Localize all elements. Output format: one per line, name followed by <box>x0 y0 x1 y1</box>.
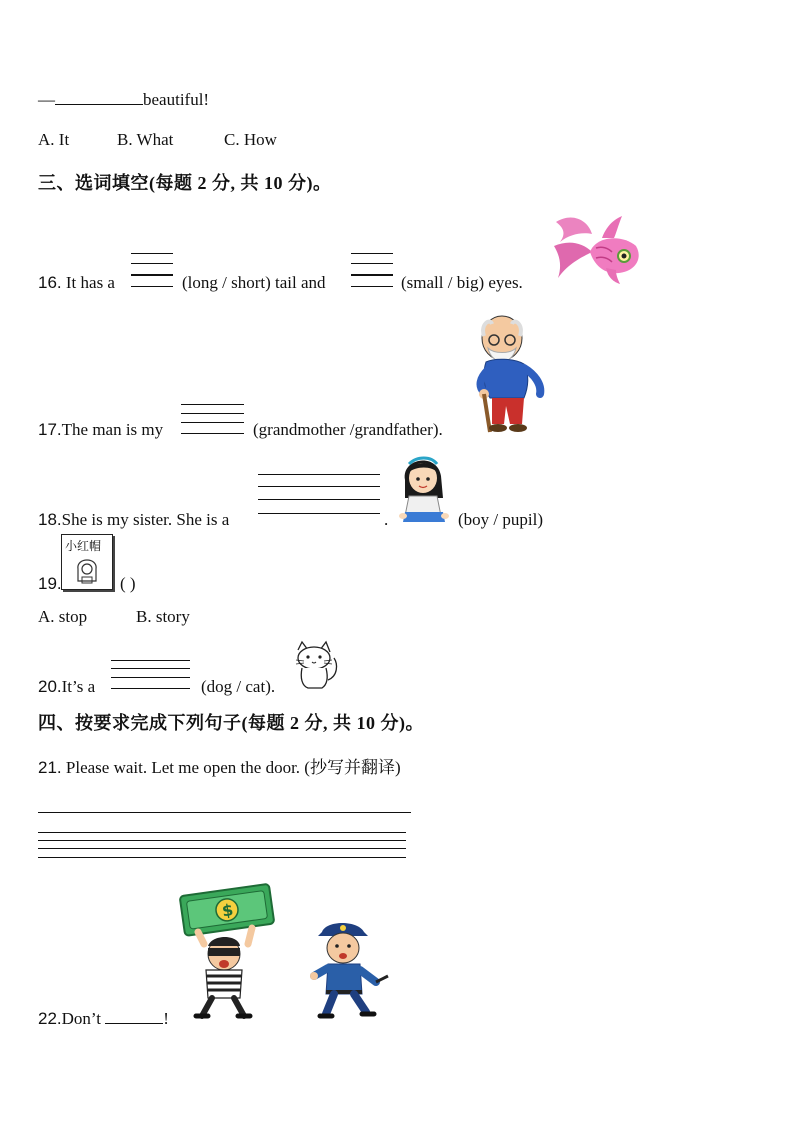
grandfather-image <box>470 314 548 436</box>
q18-choice: (boy / pupil) <box>458 510 543 529</box>
q16-number: 16. <box>38 273 62 292</box>
q17-choice: (grandmother /grandfather). <box>253 420 443 439</box>
q19-answer-paren[interactable]: ( ) <box>120 574 136 593</box>
q20-line <box>38 677 95 697</box>
q18-number: 18. <box>38 510 62 529</box>
policeman-image <box>312 918 390 1022</box>
q15-option-a: A. It <box>38 130 70 149</box>
q16-line <box>38 273 115 293</box>
robber-with-money-image <box>178 882 276 1022</box>
q15-dash: — <box>38 90 55 109</box>
q15-option-c: C. How <box>224 130 277 149</box>
book-cover-image <box>61 534 113 590</box>
q15-option-b: B. What <box>117 130 174 149</box>
q21-number: 21. <box>38 758 62 777</box>
q15-blank[interactable] <box>55 86 143 105</box>
q19-option-a: A. stop <box>38 607 88 626</box>
book-title: 小红帽 <box>65 539 102 553</box>
red-riding-hood-icon <box>74 555 100 585</box>
q19-option-b: B. story <box>136 607 190 626</box>
svg-text:$: $ <box>220 900 235 921</box>
cat-image <box>292 640 340 690</box>
section-4-title: 四、按要求完成下列句子(每题 2 分, 共 10 分)。 <box>38 713 424 733</box>
q18-period: . <box>384 510 389 529</box>
q16-text: It has a <box>65 273 115 292</box>
q15-suffix: beautiful! <box>143 90 210 109</box>
girl-image <box>397 452 451 526</box>
q17-line <box>38 420 163 440</box>
q22-number: 22. <box>38 1009 62 1028</box>
q17-number: 17. <box>38 420 62 439</box>
q20-text: It’s a <box>61 677 96 696</box>
q19-number: 19. <box>38 574 62 593</box>
section-3-title: 三、选词填空(每题 2 分, 共 10 分)。 <box>38 173 332 193</box>
q16-choice-1: (long / short) tail and <box>182 273 326 292</box>
q18-line <box>38 510 229 530</box>
goldfish-image <box>552 212 646 286</box>
q17-text: The man is my <box>61 420 164 439</box>
q22-line <box>38 1005 169 1029</box>
q18-text: She is my sister. She is a <box>61 510 230 529</box>
q21-text: Please wait. Let me open the door. (抄写并翻译) <box>65 758 401 777</box>
q20-choice: (dog / cat). <box>201 677 276 696</box>
q21-copy-line[interactable] <box>38 812 411 813</box>
q15-stem <box>38 86 209 110</box>
q22-blank[interactable] <box>105 1005 163 1024</box>
q21-line <box>38 753 401 778</box>
q22-text: Don’t <box>61 1009 101 1028</box>
q16-choice-2: (small / big) eyes. <box>401 273 523 292</box>
q20-number: 20. <box>38 677 62 696</box>
q22-end: ! <box>163 1009 169 1028</box>
